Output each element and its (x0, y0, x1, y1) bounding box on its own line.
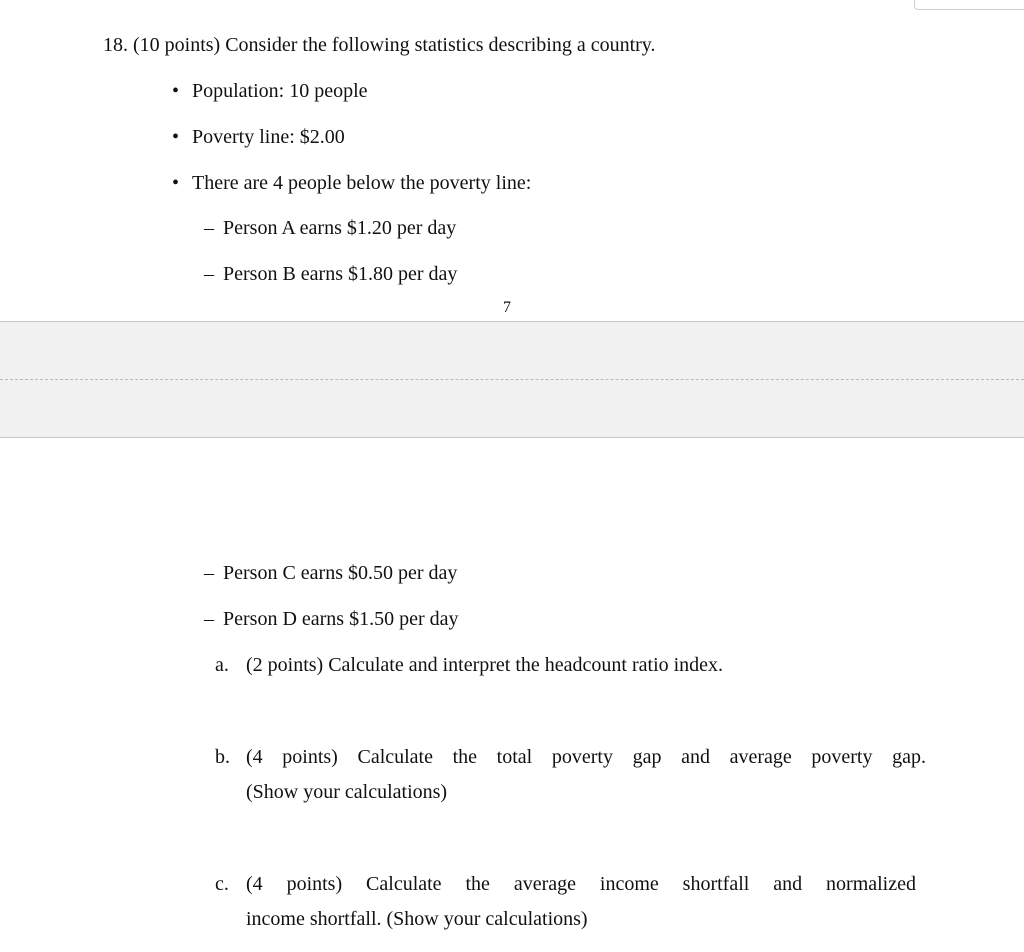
dash-marker: – (204, 608, 214, 630)
part-c-text: (4 points) Calculate the average income shortfall and normalized (246, 873, 916, 895)
part-c-label: c. (215, 873, 229, 895)
part-b-label: b. (215, 746, 230, 768)
bullet-poverty-line: Poverty line: $2.00 (192, 126, 345, 148)
bullet-population: Population: 10 people (192, 80, 368, 102)
dash-marker: – (204, 263, 214, 285)
bullet-marker: • (172, 80, 180, 102)
person-a: Person A earns $1.20 per day (223, 217, 457, 239)
page-break-divider (0, 379, 1024, 380)
page-number: 7 (503, 299, 511, 316)
part-a-label: a. (215, 654, 229, 676)
person-c: Person C earns $0.50 per day (223, 562, 458, 584)
bullet-marker: • (172, 126, 180, 148)
page-corner (914, 0, 1024, 10)
dash-marker: – (204, 562, 214, 584)
part-a-text: (2 points) Calculate and interpret the headcount ratio index. (246, 654, 724, 676)
dash-marker: – (204, 217, 214, 239)
person-d: Person D earns $1.50 per day (223, 608, 459, 630)
part-b-text: (4 points) Calculate the total poverty gap and average poverty gap. (246, 746, 926, 768)
question-header: 18. (10 points) Consider the following statistics describing a country. (103, 34, 656, 56)
bullet-people-below: There are 4 people below the poverty line: (192, 172, 532, 194)
bullet-marker: • (172, 172, 180, 194)
part-b-text-continued: (Show your calculations) (246, 781, 448, 803)
person-b: Person B earns $1.80 per day (223, 263, 458, 285)
part-c-text-continued: income shortfall. (Show your calculations) (246, 908, 588, 930)
